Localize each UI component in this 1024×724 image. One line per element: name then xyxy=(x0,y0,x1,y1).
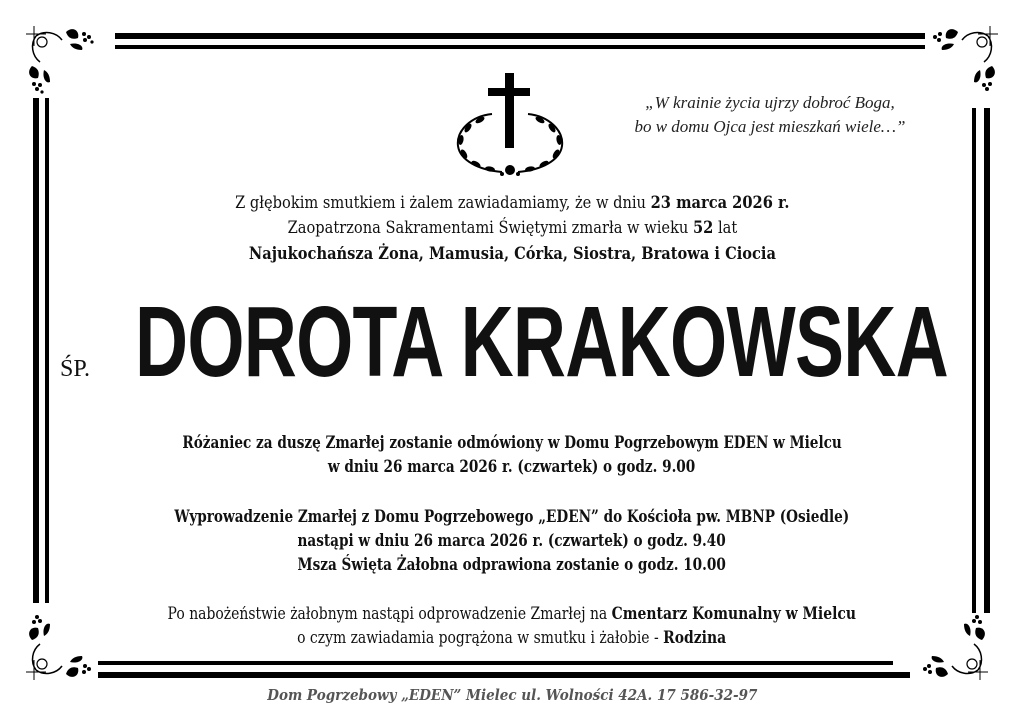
death-date: 23 marca 2026 r. xyxy=(650,193,790,213)
sacraments-text: Zaopatrzona Sakramentami Świętymi zmarła w wieku xyxy=(287,218,693,238)
deceased-name: DOROTA KRAKOWSKA xyxy=(135,286,949,398)
intro-line-1 xyxy=(0,193,1024,213)
procession-line-2 xyxy=(0,531,1024,551)
procession-line-1 xyxy=(0,507,1024,527)
quote-line-2: bo w domu Ojca jest mieszkań wiele…” xyxy=(634,117,906,136)
procession-datetime: nastąpi w dniu 26 marca 2026 r. (czwartek) o godz. 9.40 xyxy=(297,531,727,551)
funeral-home-contact: Dom Pogrzebowy „EDEN” Mielec ul. Wolności 42A. 17 586-32-97 xyxy=(266,686,758,704)
border-left-outer xyxy=(33,98,39,603)
rosary-line-1 xyxy=(0,433,1024,453)
deceased-name-block xyxy=(60,286,960,398)
closing-notice: o czym zawiadamia pogrążona w smutku i żałobie - xyxy=(297,628,664,648)
closing-line-1 xyxy=(0,604,1024,624)
grapevine-ornament-icon xyxy=(922,22,1002,102)
name-prefix: ŚP. xyxy=(60,356,91,382)
border-top-outer xyxy=(115,33,925,39)
border-bottom-outer xyxy=(98,672,910,678)
intro-line-3 xyxy=(0,244,1024,264)
closing-text: Po nabożeństwie żałobnym nastąpi odprowadzenie Zmarłej na xyxy=(167,604,612,624)
rosary-text: Różaniec za duszę Zmarłej zostanie odmówiony w Domu Pogrzebowym EDEN w Mielcu xyxy=(182,433,842,453)
rosary-line-2 xyxy=(0,457,1024,477)
mass-time: Msza Święta Żałobna odprawiona zostanie o godz. 10.00 xyxy=(297,555,727,575)
intro-line-2 xyxy=(0,218,1024,238)
funeral-home-footer xyxy=(0,686,1024,704)
family-signature: Rodzina xyxy=(663,628,727,648)
rosary-datetime: w dniu 26 marca 2026 r. (czwartek) o godz. 9.00 xyxy=(328,457,696,477)
cross-icon xyxy=(450,68,570,180)
family-roles: Najukochańsza Żona, Mamusia, Córka, Siostra, Bratowa i Ciocia xyxy=(248,244,776,264)
border-left-inner xyxy=(45,98,49,603)
quote-line-1: „W krainie życia ujrzy dobroć Boga, xyxy=(645,93,895,112)
age-value: 52 xyxy=(692,218,713,238)
cemetery-name: Cmentarz Komunalny w Mielcu xyxy=(611,604,857,624)
age-suffix: lat xyxy=(712,218,737,238)
procession-line-3 xyxy=(0,555,1024,575)
border-top-inner xyxy=(115,45,925,49)
grapevine-ornament-icon xyxy=(22,22,102,102)
intro-text: Z głębokim smutkiem i żalem zawiadamiamy, że w dniu xyxy=(234,193,651,213)
closing-line-2 xyxy=(0,628,1024,648)
procession-text: Wyprowadzenie Zmarłej z Domu Pogrzebowego „EDEN” do Kościoła pw. MBNP (Osiedle) xyxy=(174,507,850,527)
border-bottom-inner xyxy=(98,661,893,665)
